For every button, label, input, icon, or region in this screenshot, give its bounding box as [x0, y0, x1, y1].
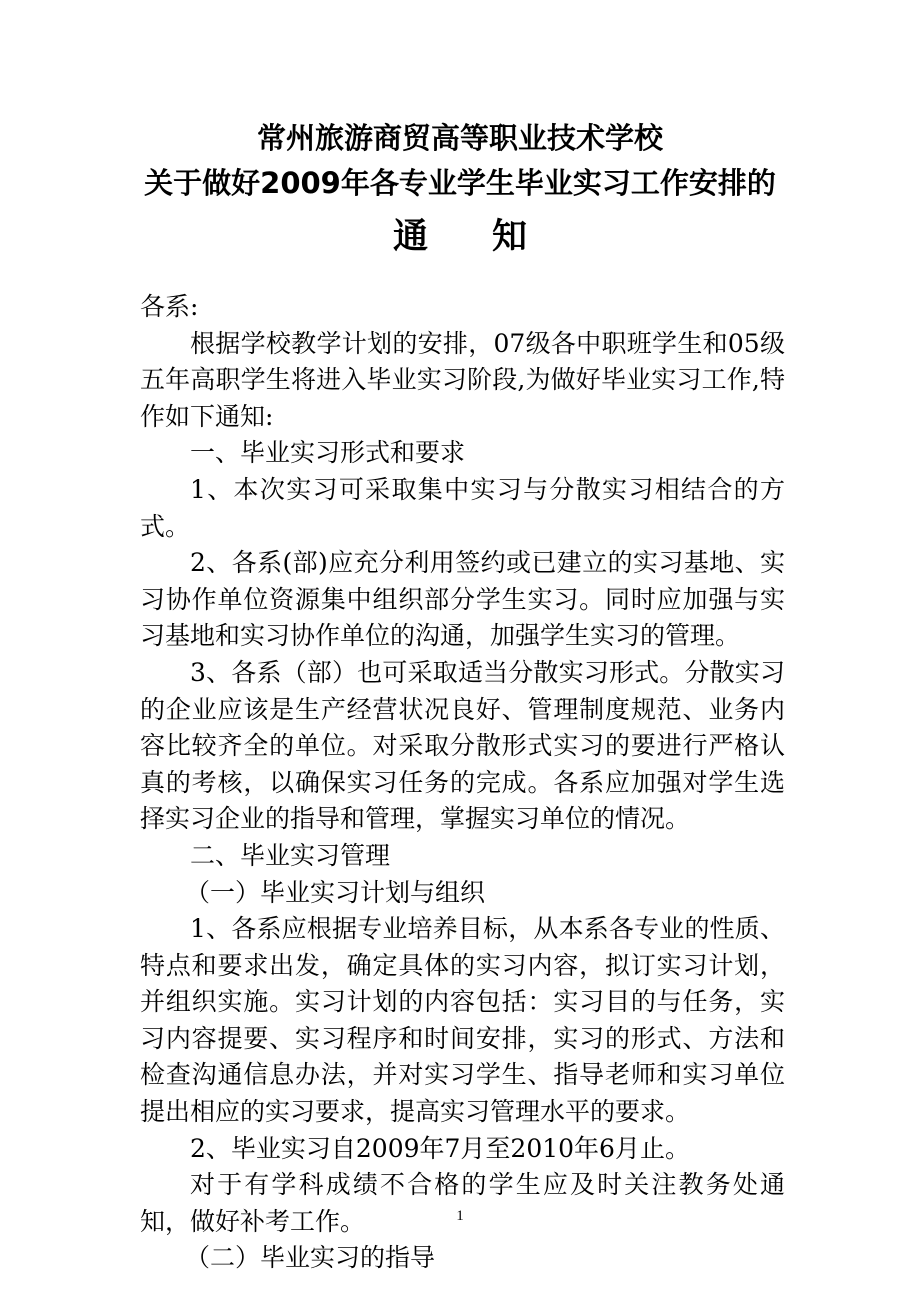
paragraph-item-2: 2、各系(部)应充分利用签约或已建立的实习基地、实习协作单位资源集中组织部分学生实习。同时应加强与实习基地和实习协作单位的沟通，加强学生实习的管理。: [140, 548, 785, 651]
paragraph-item-1: 1、本次实习可采取集中实习与分散实习相结合的方式。: [140, 474, 785, 541]
subsection-heading-2: （二）毕业实习的指导: [185, 1243, 436, 1273]
paragraph-plan-1: 1、各系应根据专业培养目标，从本系各专业的性质、特点和要求出发，确定具体的实习内容，拟订实习计划，并组织实施。实习计划的内容包括：实习目的与任务，实习内容提要、实习程序和时间安排，实习的形式、方法和检查沟通信息办法，并对实习学生、指导老师和实习单位提出相应的实习要求，提高实习管理水平的要求。: [140, 914, 785, 1127]
paragraph-intro: 根据学校教学计划的安排，07级各中职班学生和05级五年高职学生将进入毕业实习阶段,为做好毕业实习工作,特作如下通知:: [140, 328, 785, 431]
page-number: 1: [456, 1208, 464, 1224]
section-heading-1: 一、毕业实习形式和要求: [190, 438, 466, 468]
salutation: 各系:: [140, 292, 199, 321]
notice-doc-type-heading: 通知: [392, 217, 591, 257]
school-name-heading: 常州旅游商贸高等职业技术学校: [256, 121, 663, 155]
paragraph-plan-2: 2、毕业实习自2009年7月至2010年6月止。: [190, 1133, 690, 1163]
subsection-heading-1: （一）毕业实习计划与组织: [185, 877, 486, 907]
notice-body: [140, 289, 785, 1277]
paragraph-makeup-exam: 对于有学科成绩不合格的学生应及时关注教务处通知，做好补考工作。: [140, 1170, 785, 1236]
paragraph-item-3: 3、各系（部）也可采取适当分散实习形式。分散实习的企业应该是生产经营状况良好、管理制度规范、业务内容比较齐全的单位。对采取分散形式实习的要进行严格认真的考核，以确保实习任务的完成。各系应加强对学生选择实习企业的指导和管理，掌握实习单位的情况。: [140, 657, 785, 834]
section-heading-2: 二、毕业实习管理: [190, 840, 391, 870]
notice-subject-heading: 关于做好2009年各专业学生毕业实习工作安排的: [144, 166, 776, 200]
